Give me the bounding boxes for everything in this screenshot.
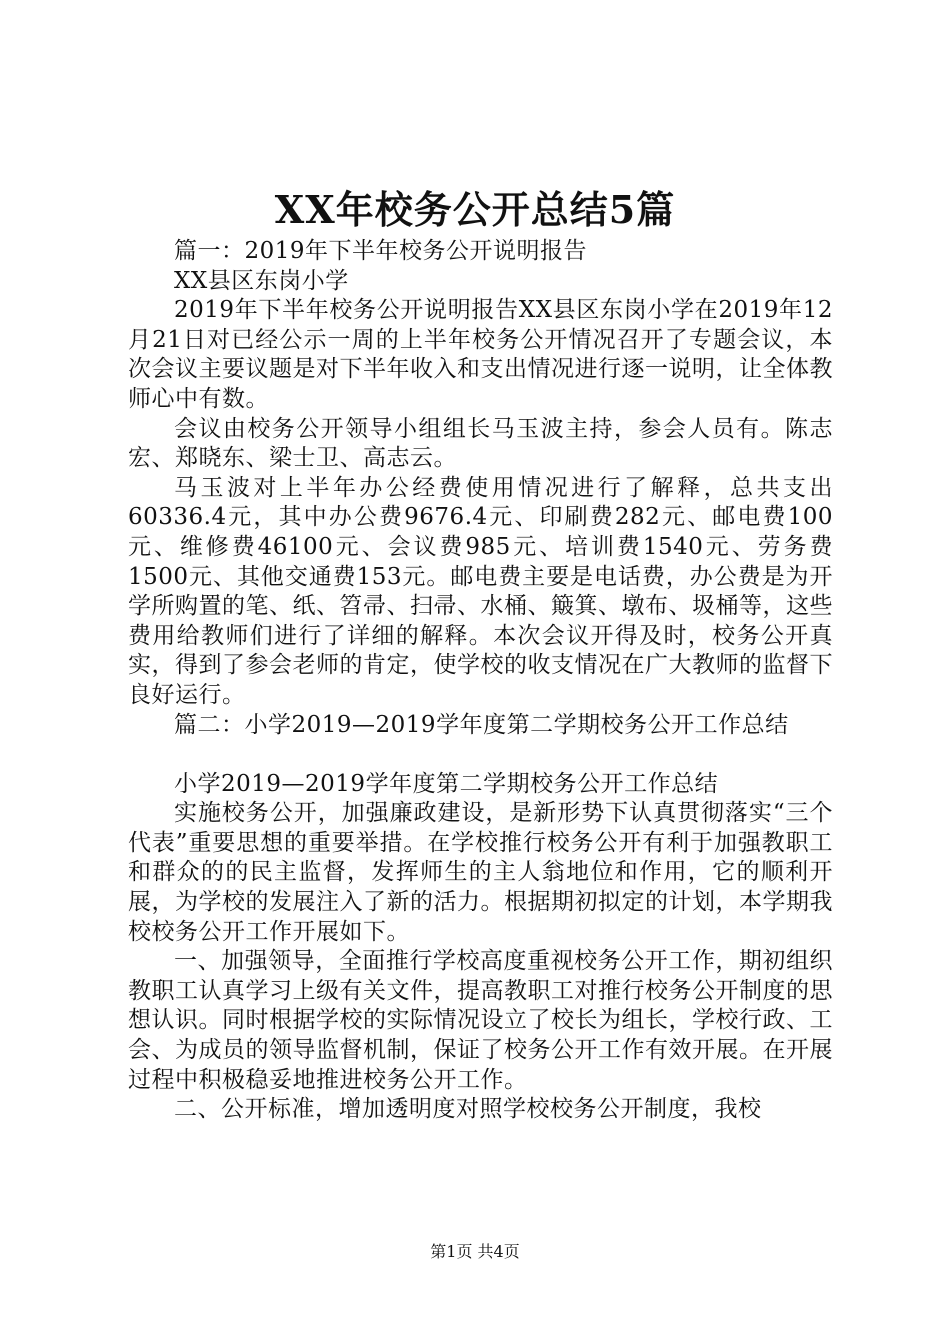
document-body (128, 237, 833, 1125)
subsection-title: 小学2019—2019学年度第二学期校务公开工作总结 (174, 770, 719, 797)
section-heading: 篇一：2019年下半年校务公开说明报告 (174, 238, 588, 264)
paragraph: 会议由校务公开领导小组组长马玉波主持，参会人员有。陈志宏、郑晓东、梁士卫、高志云。 (128, 415, 833, 472)
document-title: XX年校务公开总结5篇 (274, 187, 676, 232)
paragraph: 一、加强领导，全面推行学校高度重视校务公开工作，期初组织教职工认真学习上级有关文件，提高教职工对推行校务公开制度的思想认识。同时根据学校的实际情况设立了校长为组长，学校行政、工会、为成员的领导监督机制，保证了校务公开工作有效开展。在开展过程中积极稳妥地推进校务公开工作。 (128, 948, 833, 1093)
paragraph: 马玉波对上半年办公经费使用情况进行了解释，总共支出60336.4元，其中办公费9676.4元、印刷费282元、邮电费100元、维修费46100元、会议费985元、培训费1540元、劳务费1500元、其他交通费153元。邮电费主要是电话费，办公费是为开学所购置的笔、纸、笤帚、扫帚、水桶、簸箕、墩布、圾桶等，这些费用给教师们进行了详细的解释。本次会议开得及时，校务公开真实，得到了参会老师的肯定，使学校的收支情况在广大教师的监督下良好运行。 (128, 474, 833, 708)
school-name: XX县区东岗小学 (174, 267, 349, 294)
paragraph: 实施校务公开，加强廉政建设，是新形势下认真贯彻落实“三个代表”重要思想的重要举措。在学校推行校务公开有利于加强教职工和群众的的民主监督，发挥师生的主人翁地位和作用，它的顺利开展，为学校的发展注入了新的活力。根据期初拟定的计划，本学期我校校务公开工作开展如下。 (128, 800, 833, 945)
paragraph: 二、公开标准，增加透明度对照学校校务公开制度，我校 (174, 1096, 762, 1123)
section-heading: 篇二：小学2019—2019学年度第二学期校务公开工作总结 (174, 711, 789, 738)
page-footer: 第1页 共4页 (430, 1242, 520, 1261)
paragraph: 2019年下半年校务公开说明报告XX县区东岗小学在2019年12月21日对已经公示一周的上半年校务公开情况召开了专题会议，本次会议主要议题是对下半年收入和支出情况进行逐一说明，让全体教师心中有数。 (128, 297, 833, 412)
